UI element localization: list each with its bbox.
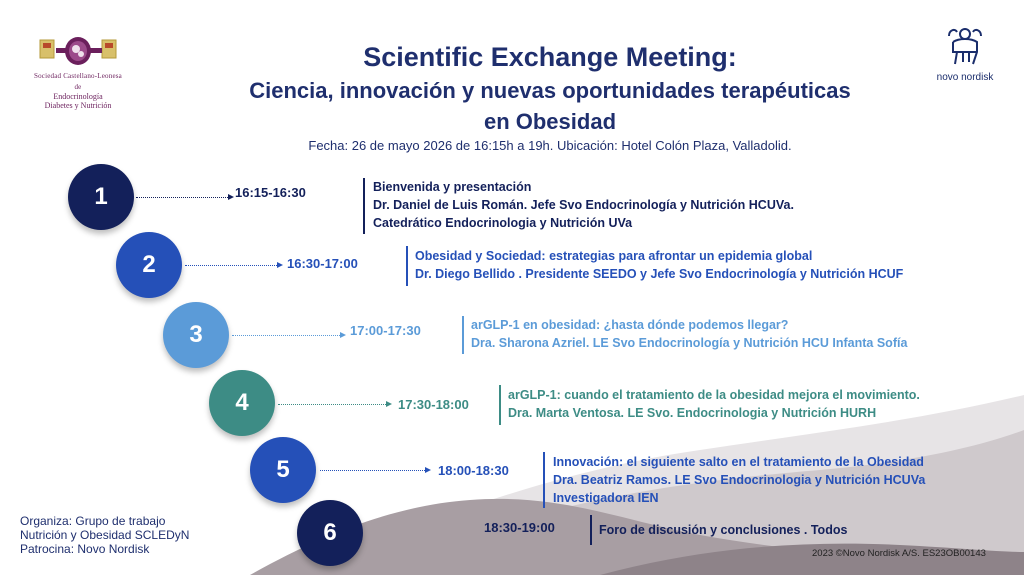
- step-time-1: 16:15-16:30: [235, 185, 306, 200]
- step-description-1: [373, 178, 794, 232]
- step-5-line-3: Investigadora IEN: [553, 491, 659, 505]
- step-divider-1: [363, 178, 365, 234]
- step-connector-1: [136, 197, 228, 198]
- step-time-4: 17:30-18:00: [398, 397, 469, 412]
- step-description-2: [415, 247, 903, 283]
- step-description-3: [471, 316, 907, 352]
- step-divider-4: [499, 385, 501, 425]
- step-connector-2: [185, 265, 277, 266]
- step-time-3: 17:00-17:30: [350, 323, 421, 338]
- step-time-6: 18:30-19:00: [484, 520, 555, 535]
- step-connector-4: [278, 404, 386, 405]
- step-description-5: [553, 453, 925, 507]
- step-description-4: [508, 386, 920, 422]
- copyright-notice: 2023 ©Novo Nordisk A/S. ES23OB00143: [812, 548, 986, 559]
- society-name-line2: de: [74, 83, 82, 91]
- step-3-line-2: Dra. Sharona Azriel. LE Svo Endocrinología y Nutrición HCU Infanta Sofía: [471, 336, 908, 350]
- step-1-line-2: Dr. Daniel de Luis Román. Jefe Svo Endocrinología y Nutrición HCUVa.: [373, 198, 794, 212]
- step-time-5: 18:00-18:30: [438, 463, 509, 478]
- organizer-line2: Nutrición y Obesidad SCLEDyN: [20, 528, 190, 542]
- step-1-line-3: Catedrático Endocrinologia y Nutrición UVa: [373, 216, 633, 230]
- step-number-3: 3: [163, 302, 229, 368]
- society-name-line1: Sociedad Castellano-Leonesa: [33, 72, 122, 80]
- step-divider-2: [406, 246, 408, 286]
- step-description-6: [599, 521, 847, 539]
- step-5-line-2: Dra. Beatriz Ramos. LE Svo Endocrinologia y Nutrición HCUVa: [553, 473, 926, 487]
- step-time-2: 16:30-17:00: [287, 256, 358, 271]
- society-name-line3: Endocrinología: [53, 92, 103, 101]
- step-3-line-1: arGLP-1 en obesidad: ¿hasta dónde podemos llegar?: [471, 318, 789, 332]
- step-divider-6: [590, 515, 592, 545]
- organizer-line1: Organiza: Grupo de trabajo: [20, 514, 166, 528]
- step-6-line-1: Foro de discusión y conclusiones . Todos: [599, 523, 848, 537]
- step-connector-3: [232, 335, 340, 336]
- step-connector-5: [320, 470, 425, 471]
- step-divider-5: [543, 452, 545, 508]
- title-line2: Ciencia, innovación y nuevas oportunidades terapéuticas: [249, 78, 851, 103]
- step-number-5: 5: [250, 437, 316, 503]
- step-4-line-1: arGLP-1: cuando el tratamiento de la obesidad mejora el movimiento.: [508, 388, 920, 402]
- step-5-line-1: Innovación: el siguiente salto en el tratamiento de la Obesidad: [553, 455, 924, 469]
- step-2-line-1: Obesidad y Sociedad: estrategias para afrontar un epidemia global: [415, 249, 813, 263]
- step-number-6: 6: [297, 500, 363, 566]
- society-logo: [22, 36, 134, 110]
- organizer-info: [20, 514, 189, 556]
- society-emblem-icon: [38, 36, 118, 70]
- step-divider-3: [462, 316, 464, 354]
- title-line3: en Obesidad: [483, 109, 617, 134]
- step-number-4: 4: [209, 370, 275, 436]
- step-number-2: 2: [116, 232, 182, 298]
- title-line1: Scientific Exchange Meeting:: [363, 42, 737, 72]
- step-2-line-2: Dr. Diego Bellido . Presidente SEEDO y Jefe Svo Endocrinología y Nutrición HCUF: [415, 267, 904, 281]
- step-number-1: 1: [68, 164, 134, 230]
- step-1-line-1: Bienvenida y presentación: [373, 180, 532, 194]
- step-4-line-2: Dra. Marta Ventosa. LE Svo. Endocrinologia y Nutrición HURH: [508, 406, 877, 420]
- society-name-line4: Diabetes y Nutrición: [44, 101, 112, 110]
- event-info: Fecha: 26 de mayo 2026 de 16:15h a 19h. Ubicación: Hotel Colón Plaza, Valladolid.: [308, 138, 792, 153]
- novo-nordisk-wordmark: novo nordisk: [936, 72, 994, 83]
- sponsor-line: Patrocina: Novo Nordisk: [20, 542, 150, 556]
